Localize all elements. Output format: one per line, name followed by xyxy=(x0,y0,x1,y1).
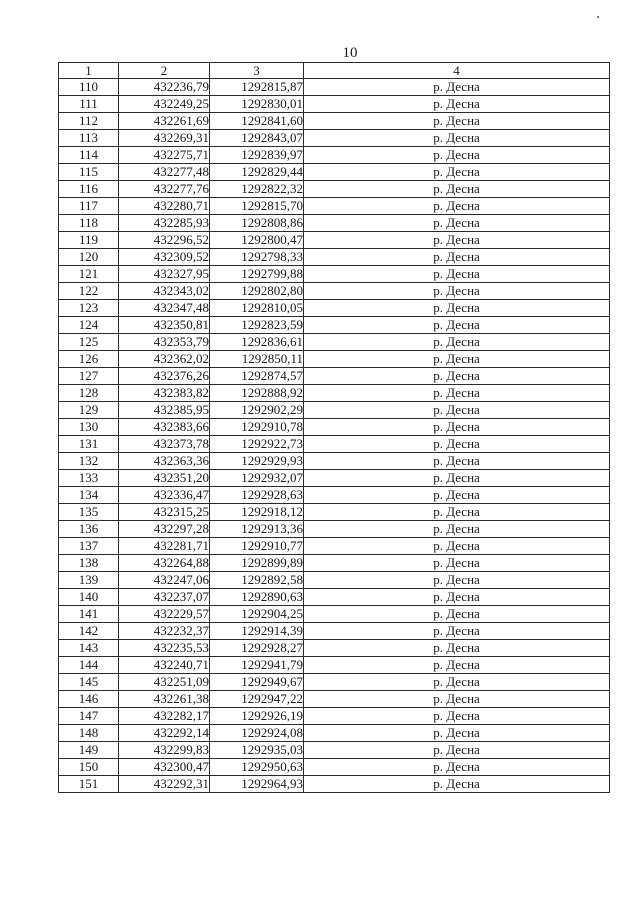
point-number-cell: 130 xyxy=(59,419,119,436)
description-cell: р. Десна xyxy=(304,130,610,147)
coord-y-cell: 1292941,79 xyxy=(210,657,304,674)
description-cell: р. Десна xyxy=(304,708,610,725)
table-row xyxy=(59,640,610,657)
description-cell: р. Десна xyxy=(304,555,610,572)
header-description: 4 xyxy=(304,63,610,79)
coord-y-cell: 1292843,07 xyxy=(210,130,304,147)
description-cell: р. Десна xyxy=(304,606,610,623)
description-cell: р. Десна xyxy=(304,470,610,487)
coord-x-cell: 432327,95 xyxy=(119,266,210,283)
table-row xyxy=(59,181,610,198)
coord-y-cell: 1292932,07 xyxy=(210,470,304,487)
table-row xyxy=(59,674,610,691)
description-cell: р. Десна xyxy=(304,266,610,283)
point-number-cell: 128 xyxy=(59,385,119,402)
table-row xyxy=(59,538,610,555)
table-row xyxy=(59,470,610,487)
point-number-cell: 134 xyxy=(59,487,119,504)
coord-x-cell: 432229,57 xyxy=(119,606,210,623)
description-cell: р. Десна xyxy=(304,79,610,96)
table-row xyxy=(59,232,610,249)
coord-x-cell: 432275,71 xyxy=(119,147,210,164)
table-row xyxy=(59,113,610,130)
coord-y-cell: 1292928,27 xyxy=(210,640,304,657)
point-number-cell: 125 xyxy=(59,334,119,351)
point-number-cell: 136 xyxy=(59,521,119,538)
table-row xyxy=(59,776,610,793)
coord-y-cell: 1292922,73 xyxy=(210,436,304,453)
coord-y-cell: 1292950,63 xyxy=(210,759,304,776)
coord-y-cell: 1292924,08 xyxy=(210,725,304,742)
description-cell: р. Десна xyxy=(304,572,610,589)
coord-y-cell: 1292830,01 xyxy=(210,96,304,113)
coord-y-cell: 1292815,87 xyxy=(210,79,304,96)
coord-x-cell: 432385,95 xyxy=(119,402,210,419)
point-number-cell: 118 xyxy=(59,215,119,232)
description-cell: р. Десна xyxy=(304,402,610,419)
description-cell: р. Десна xyxy=(304,215,610,232)
coord-y-cell: 1292926,19 xyxy=(210,708,304,725)
coord-y-cell: 1292841,60 xyxy=(210,113,304,130)
coord-x-cell: 432236,79 xyxy=(119,79,210,96)
table-row xyxy=(59,657,610,674)
coord-y-cell: 1292800,47 xyxy=(210,232,304,249)
table-row xyxy=(59,708,610,725)
coord-x-cell: 432264,88 xyxy=(119,555,210,572)
coord-y-cell: 1292949,67 xyxy=(210,674,304,691)
description-cell: р. Десна xyxy=(304,742,610,759)
table-header xyxy=(59,63,610,79)
coord-y-cell: 1292815,70 xyxy=(210,198,304,215)
coord-x-cell: 432336,47 xyxy=(119,487,210,504)
table-row xyxy=(59,487,610,504)
coord-x-cell: 432237,07 xyxy=(119,589,210,606)
coord-x-cell: 432247,06 xyxy=(119,572,210,589)
coord-y-cell: 1292808,86 xyxy=(210,215,304,232)
coord-x-cell: 432315,25 xyxy=(119,504,210,521)
coord-y-cell: 1292799,88 xyxy=(210,266,304,283)
table-row xyxy=(59,351,610,368)
coord-y-cell: 1292910,78 xyxy=(210,419,304,436)
description-cell: р. Десна xyxy=(304,674,610,691)
coord-x-cell: 432261,69 xyxy=(119,113,210,130)
description-cell: р. Десна xyxy=(304,283,610,300)
table-row xyxy=(59,623,610,640)
coordinates-table xyxy=(58,62,610,793)
coord-y-cell: 1292829,44 xyxy=(210,164,304,181)
table-row xyxy=(59,436,610,453)
page-number: 10 xyxy=(342,45,358,61)
table-row xyxy=(59,402,610,419)
description-cell: р. Десна xyxy=(304,487,610,504)
coord-x-cell: 432297,28 xyxy=(119,521,210,538)
coord-x-cell: 432300,47 xyxy=(119,759,210,776)
point-number-cell: 123 xyxy=(59,300,119,317)
description-cell: р. Десна xyxy=(304,419,610,436)
coord-y-cell: 1292899,89 xyxy=(210,555,304,572)
point-number-cell: 143 xyxy=(59,640,119,657)
point-number-cell: 113 xyxy=(59,130,119,147)
header-coord-y: 3 xyxy=(210,63,304,79)
table-row xyxy=(59,300,610,317)
table-row xyxy=(59,572,610,589)
description-cell: р. Десна xyxy=(304,776,610,793)
table-row xyxy=(59,266,610,283)
point-number-cell: 147 xyxy=(59,708,119,725)
coord-y-cell: 1292918,12 xyxy=(210,504,304,521)
description-cell: р. Десна xyxy=(304,96,610,113)
coord-y-cell: 1292839,97 xyxy=(210,147,304,164)
coord-x-cell: 432347,48 xyxy=(119,300,210,317)
table-row xyxy=(59,198,610,215)
coord-x-cell: 432383,66 xyxy=(119,419,210,436)
coord-x-cell: 432292,31 xyxy=(119,776,210,793)
coord-y-cell: 1292929,93 xyxy=(210,453,304,470)
description-cell: р. Десна xyxy=(304,759,610,776)
description-cell: р. Десна xyxy=(304,640,610,657)
point-number-cell: 150 xyxy=(59,759,119,776)
header-point-number: 1 xyxy=(59,63,119,79)
coord-y-cell: 1292822,32 xyxy=(210,181,304,198)
point-number-cell: 117 xyxy=(59,198,119,215)
description-cell: р. Десна xyxy=(304,232,610,249)
coord-x-cell: 432343,02 xyxy=(119,283,210,300)
coord-x-cell: 432240,71 xyxy=(119,657,210,674)
coord-x-cell: 432373,78 xyxy=(119,436,210,453)
description-cell: р. Десна xyxy=(304,538,610,555)
coord-y-cell: 1292888,92 xyxy=(210,385,304,402)
coord-y-cell: 1292802,80 xyxy=(210,283,304,300)
point-number-cell: 140 xyxy=(59,589,119,606)
coord-x-cell: 432362,02 xyxy=(119,351,210,368)
table-row xyxy=(59,249,610,266)
point-number-cell: 129 xyxy=(59,402,119,419)
table-row xyxy=(59,589,610,606)
description-cell: р. Десна xyxy=(304,147,610,164)
coord-y-cell: 1292890,63 xyxy=(210,589,304,606)
table-row xyxy=(59,742,610,759)
coord-x-cell: 432376,26 xyxy=(119,368,210,385)
coord-y-cell: 1292874,57 xyxy=(210,368,304,385)
description-cell: р. Десна xyxy=(304,164,610,181)
table-row xyxy=(59,96,610,113)
point-number-cell: 122 xyxy=(59,283,119,300)
coord-x-cell: 432281,71 xyxy=(119,538,210,555)
description-cell: р. Десна xyxy=(304,691,610,708)
point-number-cell: 139 xyxy=(59,572,119,589)
point-number-cell: 132 xyxy=(59,453,119,470)
header-row xyxy=(59,63,610,79)
point-number-cell: 138 xyxy=(59,555,119,572)
table-row xyxy=(59,79,610,96)
description-cell: р. Десна xyxy=(304,300,610,317)
table-row xyxy=(59,453,610,470)
coord-y-cell: 1292892,58 xyxy=(210,572,304,589)
table-row xyxy=(59,691,610,708)
description-cell: р. Десна xyxy=(304,504,610,521)
table-row xyxy=(59,334,610,351)
coord-x-cell: 432249,25 xyxy=(119,96,210,113)
coord-x-cell: 432299,83 xyxy=(119,742,210,759)
description-cell: р. Десна xyxy=(304,436,610,453)
coord-y-cell: 1292810,05 xyxy=(210,300,304,317)
coord-x-cell: 432269,31 xyxy=(119,130,210,147)
coord-x-cell: 432353,79 xyxy=(119,334,210,351)
point-number-cell: 135 xyxy=(59,504,119,521)
description-cell: р. Десна xyxy=(304,453,610,470)
coord-y-cell: 1292947,22 xyxy=(210,691,304,708)
coord-y-cell: 1292910,77 xyxy=(210,538,304,555)
header-coord-x: 2 xyxy=(119,63,210,79)
table-row xyxy=(59,164,610,181)
coord-y-cell: 1292928,63 xyxy=(210,487,304,504)
table-row xyxy=(59,725,610,742)
coord-y-cell: 1292823,59 xyxy=(210,317,304,334)
table-row xyxy=(59,385,610,402)
coord-x-cell: 432292,14 xyxy=(119,725,210,742)
point-number-cell: 148 xyxy=(59,725,119,742)
coord-x-cell: 432261,38 xyxy=(119,691,210,708)
scan-speck xyxy=(597,16,599,18)
description-cell: р. Десна xyxy=(304,249,610,266)
coord-y-cell: 1292850,11 xyxy=(210,351,304,368)
coord-x-cell: 432280,71 xyxy=(119,198,210,215)
table-row xyxy=(59,521,610,538)
description-cell: р. Десна xyxy=(304,181,610,198)
table-row xyxy=(59,606,610,623)
coord-x-cell: 432232,37 xyxy=(119,623,210,640)
coord-x-cell: 432282,17 xyxy=(119,708,210,725)
description-cell: р. Десна xyxy=(304,385,610,402)
coord-x-cell: 432277,48 xyxy=(119,164,210,181)
description-cell: р. Десна xyxy=(304,198,610,215)
description-cell: р. Десна xyxy=(304,317,610,334)
description-cell: р. Десна xyxy=(304,368,610,385)
coord-y-cell: 1292836,61 xyxy=(210,334,304,351)
table-row xyxy=(59,759,610,776)
point-number-cell: 141 xyxy=(59,606,119,623)
point-number-cell: 127 xyxy=(59,368,119,385)
description-cell: р. Десна xyxy=(304,351,610,368)
table-row xyxy=(59,504,610,521)
description-cell: р. Десна xyxy=(304,623,610,640)
coord-x-cell: 432285,93 xyxy=(119,215,210,232)
table-row xyxy=(59,215,610,232)
point-number-cell: 144 xyxy=(59,657,119,674)
point-number-cell: 149 xyxy=(59,742,119,759)
coord-x-cell: 432363,36 xyxy=(119,453,210,470)
coord-y-cell: 1292935,03 xyxy=(210,742,304,759)
coord-y-cell: 1292904,25 xyxy=(210,606,304,623)
point-number-cell: 151 xyxy=(59,776,119,793)
description-cell: р. Десна xyxy=(304,589,610,606)
description-cell: р. Десна xyxy=(304,521,610,538)
point-number-cell: 114 xyxy=(59,147,119,164)
table-row xyxy=(59,147,610,164)
point-number-cell: 124 xyxy=(59,317,119,334)
table-row xyxy=(59,283,610,300)
coord-x-cell: 432309,52 xyxy=(119,249,210,266)
description-cell: р. Десна xyxy=(304,725,610,742)
coord-y-cell: 1292964,93 xyxy=(210,776,304,793)
table-row xyxy=(59,419,610,436)
coord-y-cell: 1292902,29 xyxy=(210,402,304,419)
table-row xyxy=(59,555,610,572)
coord-x-cell: 432350,81 xyxy=(119,317,210,334)
point-number-cell: 131 xyxy=(59,436,119,453)
point-number-cell: 119 xyxy=(59,232,119,249)
point-number-cell: 133 xyxy=(59,470,119,487)
coord-y-cell: 1292914,39 xyxy=(210,623,304,640)
coord-x-cell: 432351,20 xyxy=(119,470,210,487)
table-row xyxy=(59,368,610,385)
coord-x-cell: 432235,53 xyxy=(119,640,210,657)
point-number-cell: 112 xyxy=(59,113,119,130)
coord-x-cell: 432277,76 xyxy=(119,181,210,198)
point-number-cell: 126 xyxy=(59,351,119,368)
table-body xyxy=(59,79,610,793)
point-number-cell: 137 xyxy=(59,538,119,555)
coord-y-cell: 1292913,36 xyxy=(210,521,304,538)
point-number-cell: 121 xyxy=(59,266,119,283)
table-row xyxy=(59,130,610,147)
coord-y-cell: 1292798,33 xyxy=(210,249,304,266)
description-cell: р. Десна xyxy=(304,334,610,351)
point-number-cell: 142 xyxy=(59,623,119,640)
point-number-cell: 116 xyxy=(59,181,119,198)
point-number-cell: 146 xyxy=(59,691,119,708)
point-number-cell: 110 xyxy=(59,79,119,96)
point-number-cell: 145 xyxy=(59,674,119,691)
coord-x-cell: 432383,82 xyxy=(119,385,210,402)
point-number-cell: 111 xyxy=(59,96,119,113)
coord-x-cell: 432296,52 xyxy=(119,232,210,249)
table-row xyxy=(59,317,610,334)
description-cell: р. Десна xyxy=(304,113,610,130)
point-number-cell: 120 xyxy=(59,249,119,266)
coord-x-cell: 432251,09 xyxy=(119,674,210,691)
description-cell: р. Десна xyxy=(304,657,610,674)
point-number-cell: 115 xyxy=(59,164,119,181)
